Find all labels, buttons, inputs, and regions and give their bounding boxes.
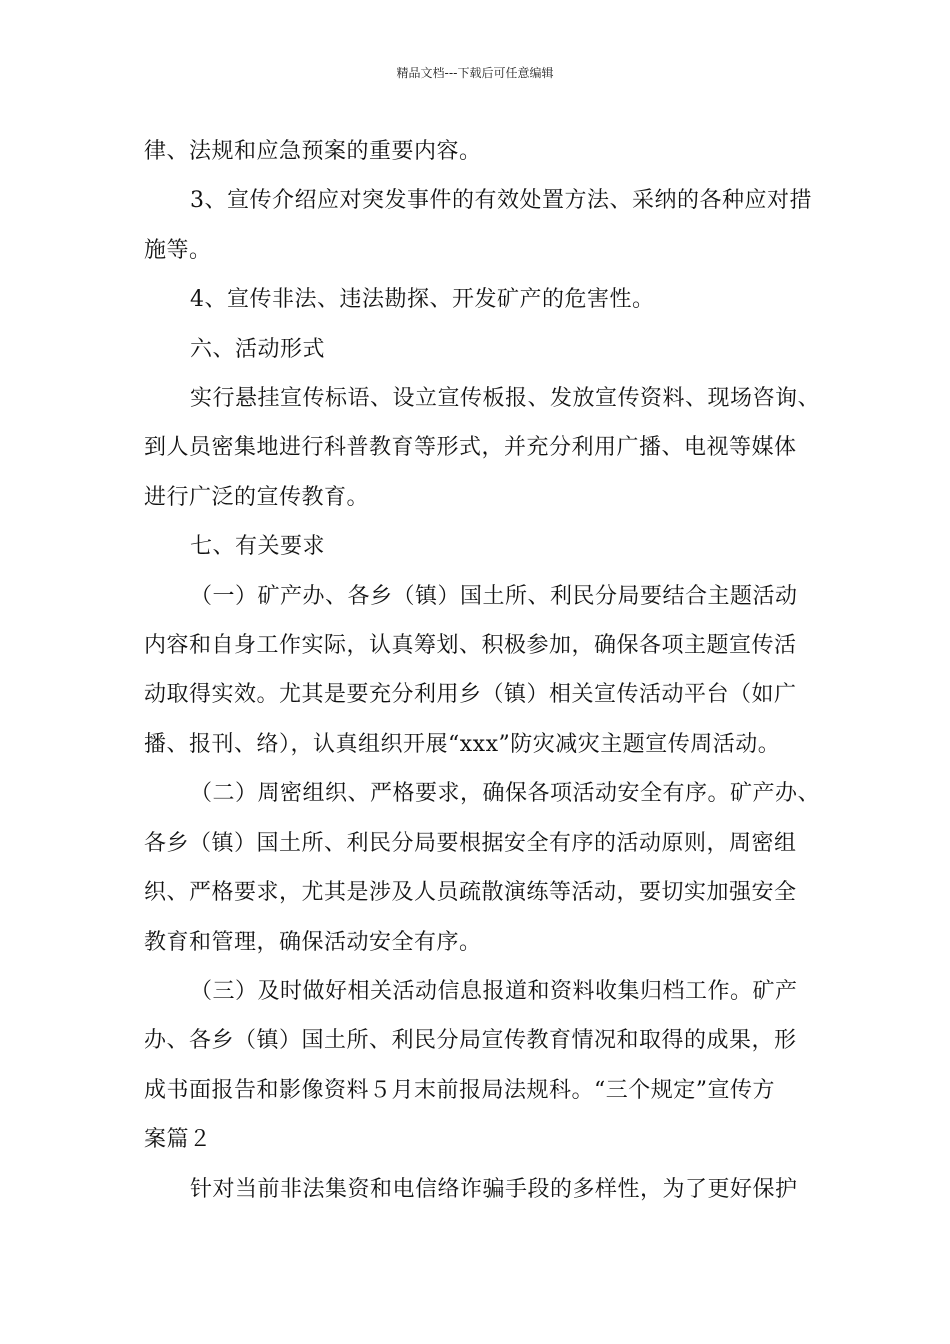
page-header: 精品文档---下载后可任意编辑: [396, 66, 554, 80]
text-line: 教育和管理，确保活动安全有序。: [144, 929, 482, 955]
text-line: 4、宣传非法、违法勘探、开发矿产的危害性。: [190, 287, 655, 313]
text-line: 动取得实效。尤其是要充分利用乡（镇）相关宣传活动平台（如广: [144, 682, 797, 708]
text-line: 3、宣传介绍应对突发事件的有效处置方法、采纳的各种应对措: [190, 188, 812, 214]
document-body: [144, 127, 821, 1214]
text-line: 播、报刊、络），认真组织开展“xxx”防灾减灾主题宣传周活动。: [144, 731, 781, 757]
text-line: 成书面报告和影像资料５月末前报局法规科。“三个规定”宣传方: [144, 1077, 775, 1103]
section-heading: 六、活动形式: [190, 336, 326, 362]
text-line: 案篇２: [144, 1127, 212, 1153]
section-heading: 七、有关要求: [190, 534, 326, 560]
text-line: 织、严格要求，尤其是涉及人员疏散演练等活动，要切实加强安全: [144, 880, 797, 906]
text-line: 律、法规和应急预案的重要内容。: [144, 139, 482, 164]
text-line: 办、各乡（镇）国土所、利民分局宣传教育情况和取得的成果，形: [144, 1028, 797, 1054]
text-line: 进行广泛的宣传教育。: [144, 484, 370, 510]
text-line: 针对当前非法集资和电信络诈骗手段的多样性，为了更好保护: [190, 1176, 798, 1202]
text-line: （三）及时做好相关活动信息报道和资料收集归档工作。矿产: [190, 978, 798, 1004]
text-line: 实行悬挂宣传标语、设立宣传板报、发放宣传资料、现场咨询、: [190, 386, 821, 412]
text-line: 内容和自身工作实际，认真筹划、积极参加，确保各项主题宣传活: [144, 633, 797, 659]
text-line: 到人员密集地进行科普教育等形式，并充分利用广播、电视等媒体: [144, 435, 797, 461]
text-line: 施等。: [144, 237, 212, 263]
text-line: （一）矿产办、各乡（镇）国土所、利民分局要结合主题活动: [190, 583, 798, 609]
text-line: （二）周密组织、严格要求，确保各项活动安全有序。矿产办、: [190, 781, 821, 807]
text-line: 各乡（镇）国土所、利民分局要根据安全有序的活动原则，周密组: [144, 830, 797, 856]
